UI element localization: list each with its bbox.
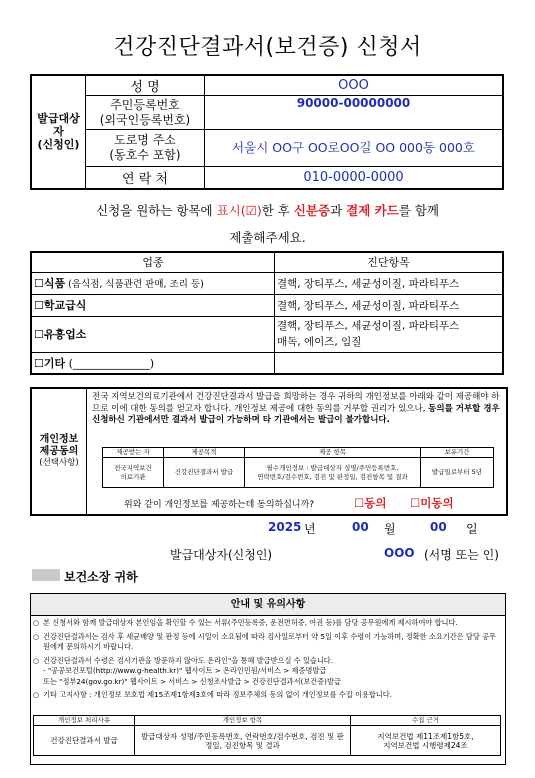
item-school-meal[interactable]: ☐학교급식: [31, 294, 275, 316]
notice-td-items: 발급대상자 성명/주민등록번호, 연락번호/검수번호, 검진 및 판정일, 검진항목 및 결과: [135, 726, 351, 756]
item-other-diagnosis: [275, 352, 504, 374]
agree-checkbox[interactable]: ☐동의: [354, 496, 387, 510]
applicant-table: [30, 74, 504, 190]
notice-table: [33, 715, 501, 756]
page-title: 건강진단결과서(보건증) 신청서: [113, 35, 422, 60]
checkbox[interactable]: ☐: [34, 277, 44, 290]
item-food-diagnosis: 결핵, 장티푸스, 세균성이질, 파라티푸스: [275, 272, 504, 294]
resident-number-field[interactable]: 90000-00000000: [205, 96, 504, 130]
applicant-side-label: 발급대상자 (신청인): [37, 112, 80, 152]
consent-table: [102, 447, 494, 488]
checkbox[interactable]: ☐: [34, 328, 44, 341]
date-year-unit: 년: [304, 522, 316, 536]
consent-th-period: 보유기간: [421, 448, 494, 458]
name-field[interactable]: OOO: [205, 75, 504, 96]
item-entertainment[interactable]: ☐유흥업소: [31, 316, 275, 352]
consent-side-label: 개인정보 제공동의: [39, 434, 79, 457]
notice-th-basis: 수집 근거: [351, 716, 501, 726]
date-month[interactable]: 00: [352, 520, 369, 534]
consent-section: [30, 387, 508, 516]
item-entertainment-diagnosis: 결핵, 장티푸스, 세균성이질, 파라티푸스 매독, 에이즈, 임질: [275, 316, 504, 352]
notice-box: [30, 593, 506, 765]
redacted-block: [32, 569, 60, 581]
item-other[interactable]: ☐기타 (______________): [31, 352, 275, 374]
address-label: 도로명 주소 (동호수 포함): [86, 130, 205, 167]
instruction-line2: 제출해주세요.: [229, 230, 306, 245]
name-label: 성 명: [86, 75, 205, 96]
notice-item: ○ 건강진단결과서 수령은 검사기관을 방문하지 않아도 온라인"을 통해 발급받으실 수 있습니다. - "공공보건포털(http://www.g-health.kr)" 웹사이트 > 온라인민원/서비스 > 제증명발급 또는 "정부24(gov.go.kr)" 웹사이트 > 서비스 > 신청조사발급 > 건강진단결과서(보건증)발급: [33, 655, 341, 686]
consent-th-purpose: 제공목적: [164, 448, 245, 458]
phone-field[interactable]: 010-0000-0000: [205, 167, 504, 189]
date-day-unit: 일: [466, 522, 478, 536]
resident-number-label: 주민등록번호 (외국인등록번호): [86, 96, 205, 130]
signature-suffix: (서명 또는 인): [424, 548, 499, 562]
disagree-checkbox[interactable]: ☐미동의: [410, 496, 454, 510]
addressee: 보건소장 귀하: [64, 570, 138, 584]
date-year[interactable]: 2025: [268, 520, 302, 534]
notice-item: ○ 본 신청서와 함께 발급대상자 본인임을 확인할 수 있는 서류(주민등록증, 운전면허증, 여권 등)를 담당 공무원에게 제시하여야 합니다.: [33, 618, 458, 627]
notice-th-reason: 개인정보 처리사유: [34, 716, 135, 726]
notice-item: ○ 기타 고지사항 : 개인정보 보호법 제15조제1항제3호에 따라 정보주체의 동의 없이 개인정보를 수집 이용합니다.: [33, 690, 392, 699]
notice-td-basis: 지역보건법 제11조제1항5호, 지역보건법 시행령제24조: [351, 726, 501, 756]
date-day[interactable]: 00: [430, 520, 447, 534]
consent-th-recipient: 제공받는 자: [103, 448, 164, 458]
notice-th-items: 개인정보 항목: [135, 716, 351, 726]
consent-th-items: 제공 항목: [245, 448, 421, 458]
phone-label: 연 락 처: [86, 167, 205, 189]
consent-td-items: 필수개인정보 : 발급대상자 성명/주민등록번호, 연락번호/검수번호, 검진 및 판정일, 검진항목 및 결과: [245, 458, 421, 488]
items-header-diagnosis: 진단항목: [275, 252, 504, 272]
consent-question: 위와 같이 개인정보를 제공하는데 동의하십니까?: [124, 500, 315, 510]
address-field[interactable]: 서울시 OO구 OO로OO길 OO 000동 000호: [205, 130, 504, 167]
checkbox[interactable]: ☐: [34, 299, 44, 312]
signature-name[interactable]: OOO: [384, 546, 415, 560]
signature-label: 발급대상자(신청인): [170, 548, 273, 562]
consent-td-period: 발급일로부터 5년: [421, 458, 494, 488]
item-food[interactable]: ☐식품 (음식점, 식품관련 판매, 조리 등): [31, 272, 275, 294]
consent-td-purpose: 건강진단결과서 발급: [164, 458, 245, 488]
item-school-meal-diagnosis: 결핵, 장티푸스, 세균성이질, 파라티푸스: [275, 294, 504, 316]
items-table: [30, 251, 504, 375]
notice-td-reason: 건강진단결과서 발급: [34, 726, 135, 756]
consent-td-recipient: 전국지역보건 의료기관: [103, 458, 164, 488]
notice-item: ○ 건강진단결과서는 검사 후 세균배양 및 판정 등에 시일이 소요됨에 따라 검사일로부터 약 5일 이후 수령이 가능하며, 정확한 소요기간은 담당 공무원에게 문의하시기 바랍니다.: [33, 631, 496, 651]
date-month-unit: 월: [384, 522, 396, 536]
checkbox[interactable]: ☐: [34, 356, 44, 370]
consent-side-sub: (선택사항): [39, 458, 79, 468]
items-header-business: 업종: [31, 252, 275, 272]
notice-title: 안내 및 유의사항: [31, 594, 505, 616]
instruction-line1: 신청을 원하는 항목에 표시(☑)한 후 신분증과 결제 카드를 함께: [96, 203, 439, 218]
consent-text: 전국 지역보건의료기관에서 건강진단결과서 발급을 희망하는 경우 귀하의 개인정보를 아래와 같이 제공해야 하므로 이에 대한 동의를 얻고자 합니다. 개인정보 제공에 대한 동의를 거부할 권리가 있으나, 동의를 거부할 경우 신청하신 기관에서만 결과서 발급이 가능하며 타 기관에서는 발급이 불가합니다.: [92, 392, 500, 425]
